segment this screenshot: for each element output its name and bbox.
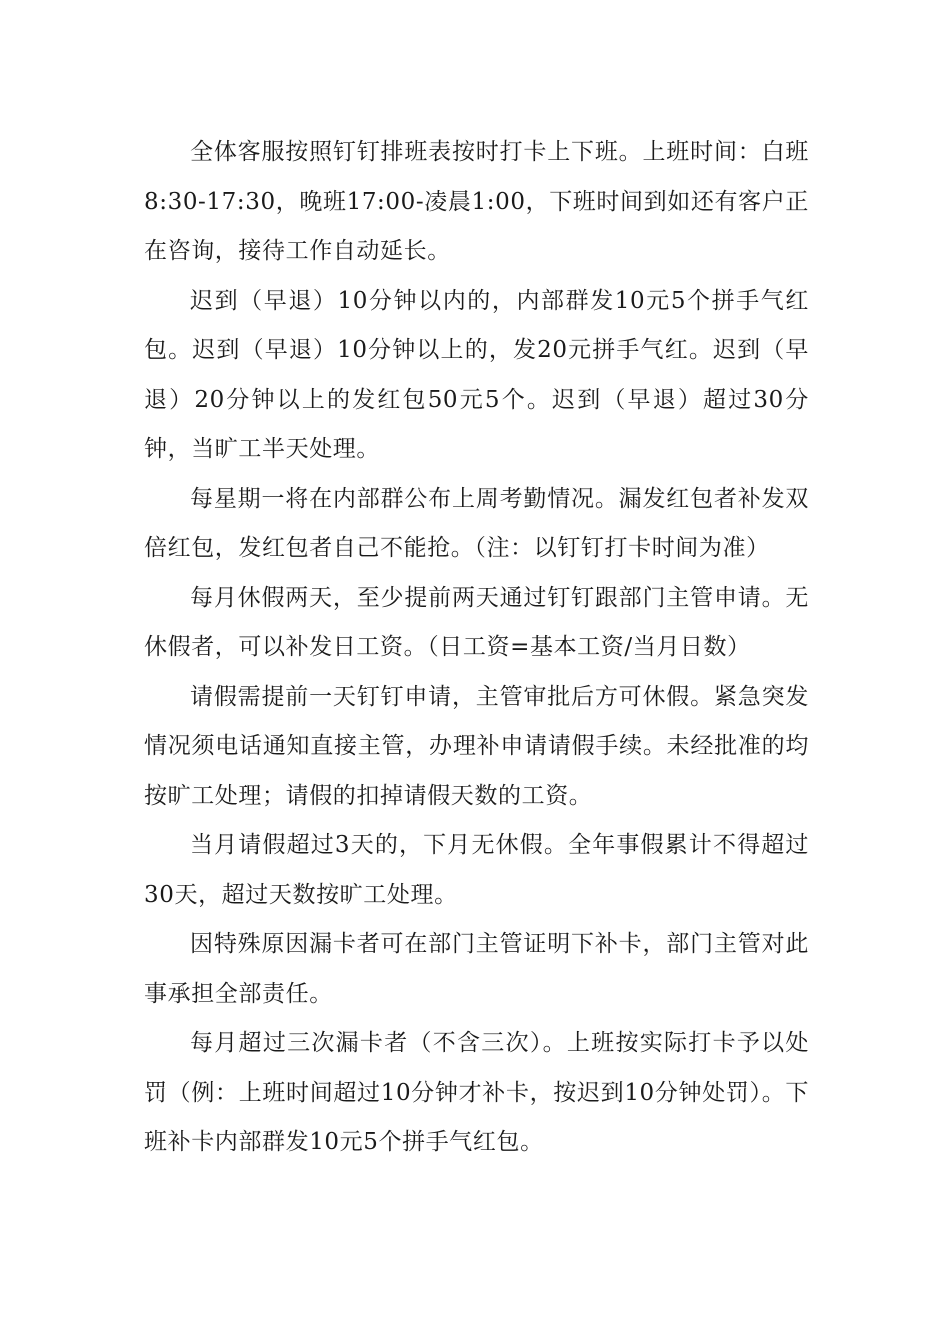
paragraph-missed-punch: 因特殊原因漏卡者可在部门主管证明下补卡，部门主管对此事承担全部责任。 xyxy=(144,931,809,1007)
paragraph-clock-in-schedule: 全体客服按照钉钉排班表按时打卡上下班。上班时间：白班8:30-17:30，晚班17:00-凌晨1:00，下班时间到如还有客户正在咨询，接待工作自动延长。 xyxy=(144,139,809,264)
document-body xyxy=(144,128,809,1168)
paragraph-weekly-attendance: 每星期一将在内部群公布上周考勤情况。漏发红包者补发双倍红包，发红包者自己不能抢。（注：以钉钉打卡时间为准） xyxy=(144,485,809,561)
paragraph-leave-request: 请假需提前一天钉钉申请，主管审批后方可休假。紧急突发情况须电话通知直接主管，办理补申请请假手续。未经批准的均按旷工处理；请假的扣掉请假天数的工资。 xyxy=(144,683,809,809)
paragraph-late-penalty: 迟到（早退）10分钟以内的，内部群发10元5个拼手气红包。迟到（早退）10分钟以上的，发20元拼手气红。迟到（早退）20分钟以上的发红包50元5个。迟到（早退）超过30分钟，当旷工半天处理。 xyxy=(144,287,809,462)
paragraph-monthly-leave: 每月休假两天，至少提前两天通过钉钉跟部门主管申请。无休假者，可以补发日工资。（日工资=基本工资/当月日数） xyxy=(144,584,809,660)
paragraph-leave-limit: 当月请假超过3天的，下月无休假。全年事假累计不得超过30天，超过天数按旷工处理。 xyxy=(144,832,809,908)
paragraph-missed-punch-penalty: 每月超过三次漏卡者（不含三次）。上班按实际打卡予以处罚（例：上班时间超过10分钟才补卡，按迟到10分钟处罚）。下班补卡内部群发10元5个拼手气红包。 xyxy=(144,1030,809,1155)
